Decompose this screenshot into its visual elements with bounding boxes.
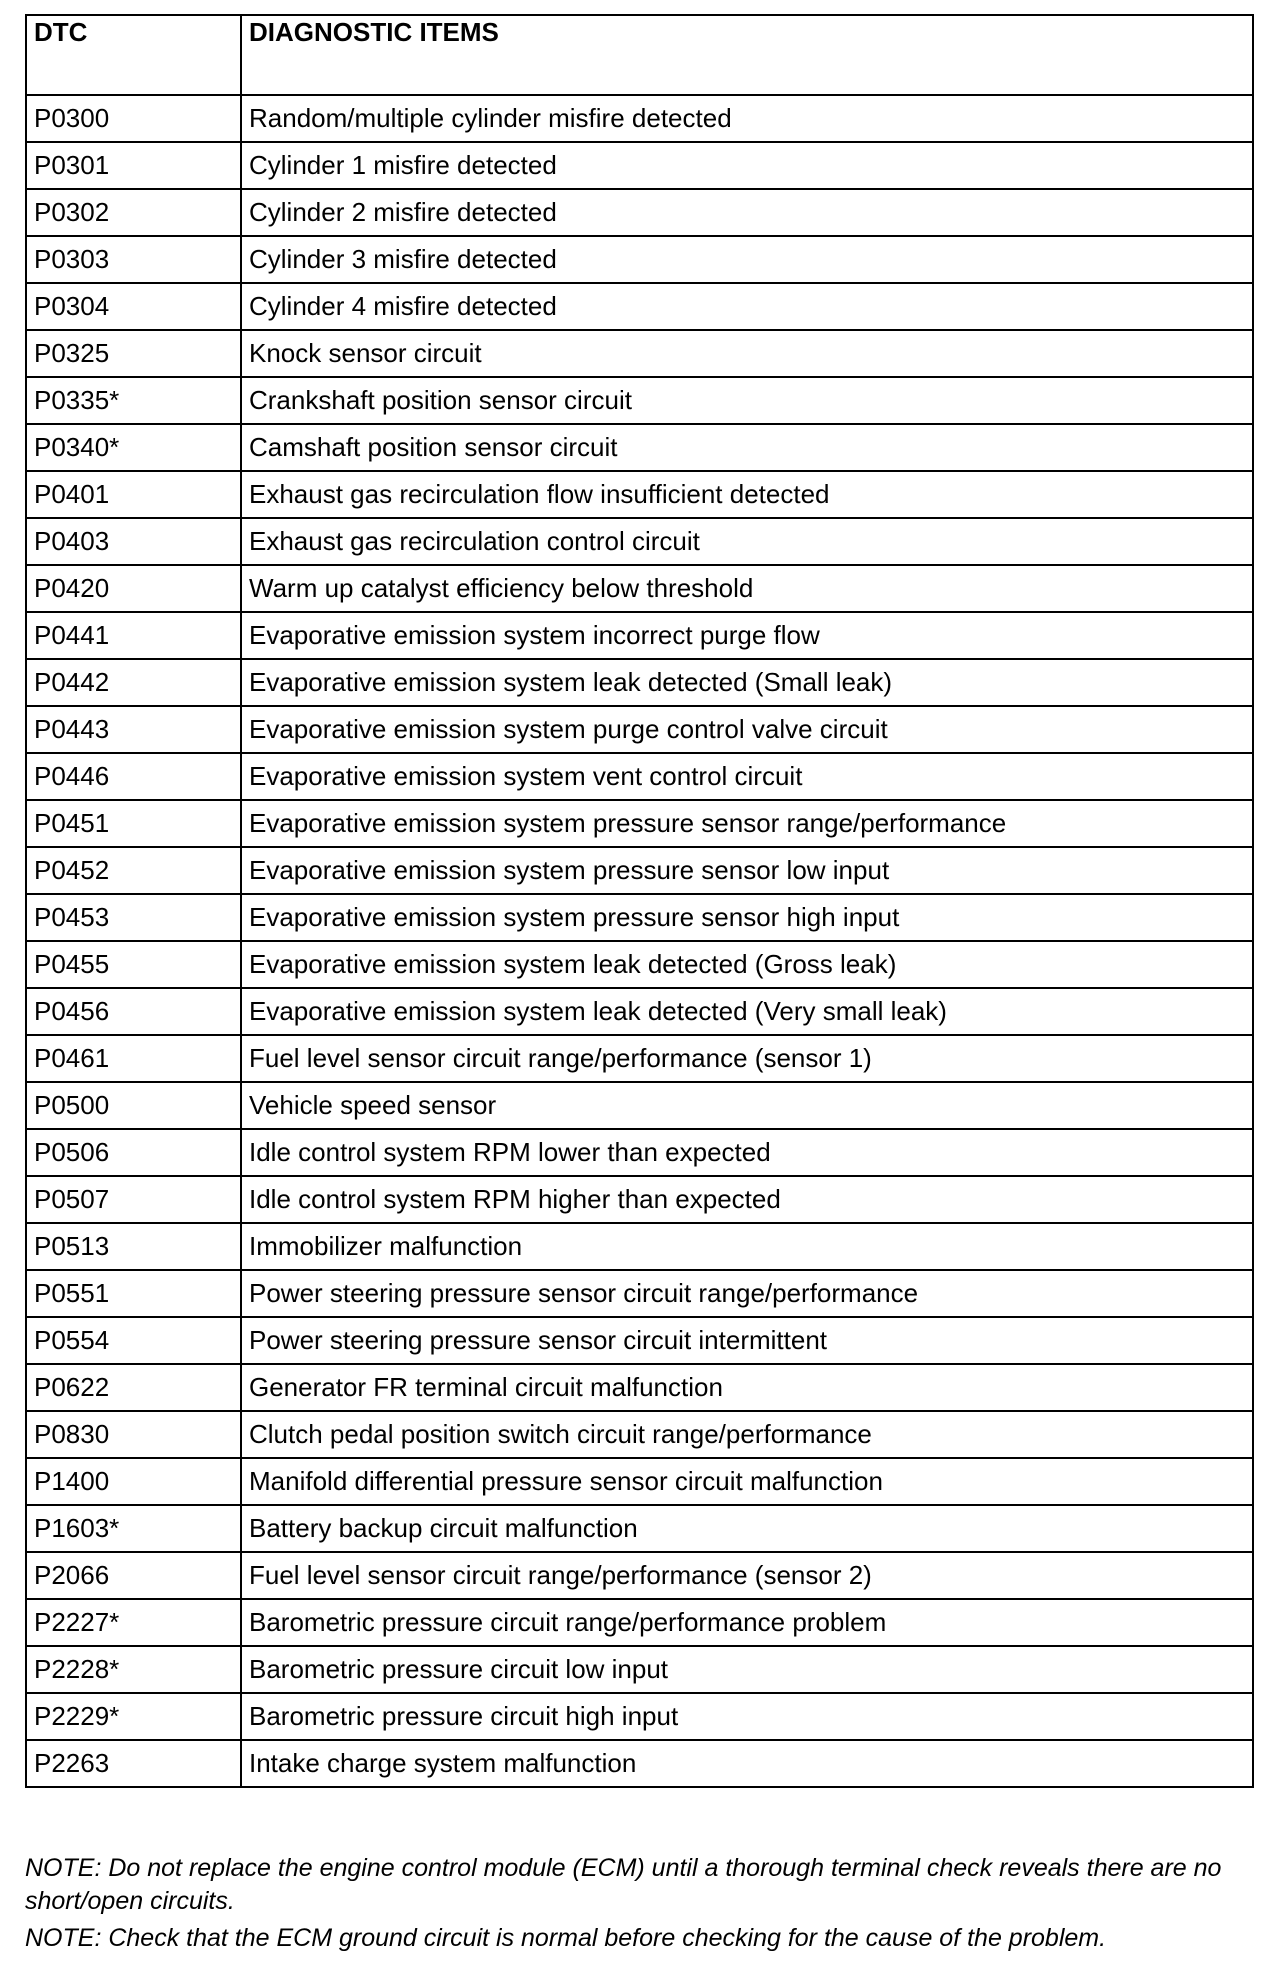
dtc-code: P0461 — [26, 1035, 241, 1082]
dtc-code: P0325 — [26, 330, 241, 377]
dtc-code: P0446 — [26, 753, 241, 800]
table-row — [26, 847, 1253, 894]
diagnostic-item: Cylinder 1 misfire detected — [241, 142, 1253, 189]
diagnostic-item: Evaporative emission system leak detected (Very small leak) — [241, 988, 1253, 1035]
table-row — [26, 424, 1253, 471]
diagnostic-item: Idle control system RPM lower than expected — [241, 1129, 1253, 1176]
diagnostic-item: Manifold differential pressure sensor circuit malfunction — [241, 1458, 1253, 1505]
table-row — [26, 800, 1253, 847]
dtc-code: P0452 — [26, 847, 241, 894]
dtc-code: P0551 — [26, 1270, 241, 1317]
diagnostic-item: Generator FR terminal circuit malfunction — [241, 1364, 1253, 1411]
diagnostic-item: Evaporative emission system incorrect purge flow — [241, 612, 1253, 659]
dtc-code: P0442 — [26, 659, 241, 706]
diagnostic-item: Cylinder 4 misfire detected — [241, 283, 1253, 330]
table-row — [26, 1082, 1253, 1129]
dtc-code: P0301 — [26, 142, 241, 189]
table-row — [26, 1035, 1253, 1082]
diagnostic-item: Fuel level sensor circuit range/performance (sensor 1) — [241, 1035, 1253, 1082]
dtc-code: P0304 — [26, 283, 241, 330]
dtc-code: P1400 — [26, 1458, 241, 1505]
diagnostic-item: Barometric pressure circuit high input — [241, 1693, 1253, 1740]
table-row — [26, 1364, 1253, 1411]
diagnostic-item: Evaporative emission system pressure sensor high input — [241, 894, 1253, 941]
diagnostic-item: Exhaust gas recirculation control circuit — [241, 518, 1253, 565]
header-diagnostic-items: DIAGNOSTIC ITEMS — [241, 15, 1253, 95]
table-row — [26, 518, 1253, 565]
dtc-table — [25, 14, 1254, 1788]
table-row — [26, 941, 1253, 988]
diagnostic-item: Evaporative emission system vent control circuit — [241, 753, 1253, 800]
table-row — [26, 1317, 1253, 1364]
diagnostic-item: Evaporative emission system pressure sensor low input — [241, 847, 1253, 894]
table-row — [26, 1176, 1253, 1223]
table-row — [26, 1599, 1253, 1646]
diagnostic-item: Barometric pressure circuit low input — [241, 1646, 1253, 1693]
dtc-code: P0420 — [26, 565, 241, 612]
table-row — [26, 1505, 1253, 1552]
dtc-code: P0506 — [26, 1129, 241, 1176]
diagnostic-item: Power steering pressure sensor circuit intermittent — [241, 1317, 1253, 1364]
diagnostic-item: Vehicle speed sensor — [241, 1082, 1253, 1129]
dtc-code: P0622 — [26, 1364, 241, 1411]
diagnostic-item: Warm up catalyst efficiency below threshold — [241, 565, 1253, 612]
table-body — [26, 95, 1253, 1787]
diagnostic-item: Intake charge system malfunction — [241, 1740, 1253, 1787]
dtc-code: P2263 — [26, 1740, 241, 1787]
dtc-code: P0403 — [26, 518, 241, 565]
table-row — [26, 1740, 1253, 1787]
diagnostic-item: Barometric pressure circuit range/performance problem — [241, 1599, 1253, 1646]
table-row — [26, 236, 1253, 283]
table-row — [26, 1270, 1253, 1317]
dtc-code: P0500 — [26, 1082, 241, 1129]
dtc-code: P0401 — [26, 471, 241, 518]
dtc-code: P0507 — [26, 1176, 241, 1223]
diagnostic-item: Clutch pedal position switch circuit range/performance — [241, 1411, 1253, 1458]
diagnostic-item: Fuel level sensor circuit range/performance (sensor 2) — [241, 1552, 1253, 1599]
dtc-code: P2227* — [26, 1599, 241, 1646]
table-row — [26, 189, 1253, 236]
diagnostic-item: Evaporative emission system leak detected (Gross leak) — [241, 941, 1253, 988]
diagnostic-item: Knock sensor circuit — [241, 330, 1253, 377]
dtc-code: P2228* — [26, 1646, 241, 1693]
diagnostic-item: Random/multiple cylinder misfire detected — [241, 95, 1253, 142]
diagnostic-item: Exhaust gas recirculation flow insufficient detected — [241, 471, 1253, 518]
table-row — [26, 1458, 1253, 1505]
diagnostic-item: Evaporative emission system pressure sensor range/performance — [241, 800, 1253, 847]
table-row — [26, 330, 1253, 377]
dtc-code: P0300 — [26, 95, 241, 142]
diagnostic-item: Camshaft position sensor circuit — [241, 424, 1253, 471]
table-row — [26, 1693, 1253, 1740]
diagnostic-item: Evaporative emission system purge control valve circuit — [241, 706, 1253, 753]
dtc-code: P0443 — [26, 706, 241, 753]
table-row — [26, 1223, 1253, 1270]
table-row — [26, 1411, 1253, 1458]
dtc-code: P2229* — [26, 1693, 241, 1740]
dtc-code: P0451 — [26, 800, 241, 847]
diagnostic-item: Cylinder 3 misfire detected — [241, 236, 1253, 283]
diagnostic-item: Cylinder 2 misfire detected — [241, 189, 1253, 236]
header-dtc: DTC — [26, 15, 241, 95]
table-row — [26, 377, 1253, 424]
table-row — [26, 1552, 1253, 1599]
table-row — [26, 95, 1253, 142]
table-row — [26, 988, 1253, 1035]
diagnostic-item: Immobilizer malfunction — [241, 1223, 1253, 1270]
dtc-code: P0830 — [26, 1411, 241, 1458]
dtc-code: P0302 — [26, 189, 241, 236]
table-row — [26, 142, 1253, 189]
diagnostic-item: Power steering pressure sensor circuit range/performance — [241, 1270, 1253, 1317]
dtc-code: P0513 — [26, 1223, 241, 1270]
dtc-code: P0303 — [26, 236, 241, 283]
table-row — [26, 894, 1253, 941]
dtc-code: P0554 — [26, 1317, 241, 1364]
dtc-code: P0456 — [26, 988, 241, 1035]
table-row — [26, 706, 1253, 753]
dtc-code: P0335* — [26, 377, 241, 424]
diagnostic-item: Evaporative emission system leak detected (Small leak) — [241, 659, 1253, 706]
dtc-code: P0453 — [26, 894, 241, 941]
table-row — [26, 753, 1253, 800]
diagnostic-item: Crankshaft position sensor circuit — [241, 377, 1253, 424]
table-row — [26, 471, 1253, 518]
table-row — [26, 565, 1253, 612]
dtc-code: P1603* — [26, 1505, 241, 1552]
diagnostic-item: Battery backup circuit malfunction — [241, 1505, 1253, 1552]
dtc-code: P2066 — [26, 1552, 241, 1599]
table-row — [26, 1646, 1253, 1693]
note-ecm-ground: NOTE: Check that the ECM ground circuit is normal before checking for the cause of the problem. — [25, 1924, 1107, 1952]
table-row — [26, 659, 1253, 706]
dtc-code: P0455 — [26, 941, 241, 988]
table-header-row — [26, 15, 1253, 95]
dtc-code: P0340* — [26, 424, 241, 471]
table-row — [26, 612, 1253, 659]
table-row — [26, 283, 1253, 330]
diagnostic-item: Idle control system RPM higher than expected — [241, 1176, 1253, 1223]
table-row — [26, 1129, 1253, 1176]
notes — [25, 1852, 1254, 1955]
dtc-code: P0441 — [26, 612, 241, 659]
note-ecm-replacement: NOTE: Do not replace the engine control module (ECM) until a thorough terminal check reveals there are no short/open circuits. — [25, 1854, 1222, 1915]
